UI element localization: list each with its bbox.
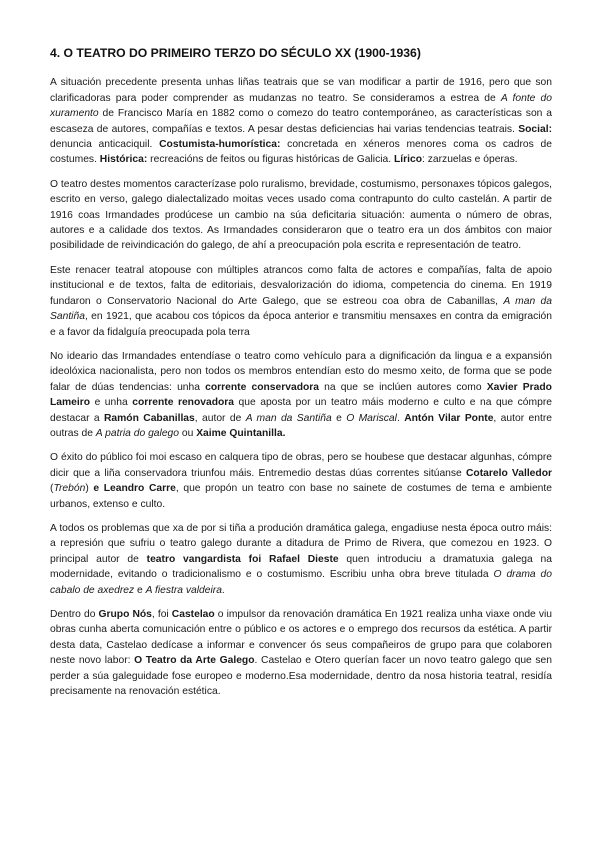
paragraph-3	[50, 263, 552, 340]
term: corrente renovadora	[132, 397, 235, 409]
document-page	[50, 46, 552, 708]
text: , autor de	[194, 412, 246, 424]
work-title: O drama do cabalo de axedrez	[50, 569, 552, 596]
text: : zarzuelas e óperas.	[422, 154, 518, 166]
work-title: O Mariscal	[346, 412, 397, 424]
text: na que se inclúen autores como	[319, 381, 487, 393]
term: Histórica:	[99, 154, 148, 166]
text: e unha	[90, 397, 133, 409]
author-name: Cotarelo Valledor	[465, 467, 552, 479]
author-name: Castelao	[171, 609, 215, 620]
author-name: teatro vangardista foi Rafael Dieste	[146, 553, 339, 565]
text: recreacións de feitos ou figuras históricas de Galicia.	[147, 154, 394, 166]
text: , foi	[151, 609, 172, 620]
text: e	[331, 412, 347, 424]
section-heading: 4. O TEATRO DO PRIMEIRO TERZO DO SÉCULO XX (1900-1936)	[50, 46, 421, 60]
text: , en 1921, que acabou cos tópicos da época anterior e transmitiu mensaxes en contra da emigración e a favor da fidalguía preocupada pola terra	[50, 311, 552, 338]
work-title: Trebón	[53, 483, 86, 495]
paragraph-4	[50, 349, 552, 441]
text: . Castelao e Otero querían facer un novo teatro galego que sen perder a súa galeguidade fose europeo e moderno.Esa modernidade, dentro da nosa historia teatral, residía precisamente na renovación estética.	[50, 655, 553, 698]
term: Social:	[518, 123, 552, 135]
work-title: A man da Santiña	[50, 295, 552, 323]
text: , que propón un teatro con base no sainete de costumes de tema e ambiente urbanos, extenso e culto.	[50, 483, 552, 510]
text: concretada en xéneros menores coma os cadros de costumes.	[50, 139, 552, 166]
paragraph-2: O teatro destes momentos caracterízase polo ruralismo, brevidade, costumismo, personaxes tópicos galegos, escrito en verso, galego dialectalizado moitas veces usado coma contrapunto do culto castelán. A partir de 1916 coas Irmandades prodúcese un cambio na súa deficitaria situación: aumenta o número de obras, autores e a calidade dos textos. As Irmandades consideraron que o teatro era un dos ámbitos con maior posibilidade de reivindicación do galego, de ahí a preocupación pola escrita e representación de teatro.	[50, 178, 552, 252]
paragraph-7	[50, 607, 552, 699]
work-title: A fiestra valdeira	[145, 584, 222, 596]
author-name: Xaime Quintanilla.	[196, 427, 286, 439]
text: denuncia anticaciquil.	[50, 139, 160, 151]
text: .	[396, 412, 405, 424]
text: ou	[179, 427, 197, 439]
text: .	[221, 584, 225, 596]
text: O éxito do público foi moi escaso en calquera tipo de obras, pero se houbese que destacar algunhas, cómpre dicir que a liña conservadora triunfou máis. Entremedio destas dúas correntes sitúanse	[50, 452, 552, 479]
text: )	[85, 483, 94, 495]
text: quen introduciu a dramatuxia galega na modernidade, evitando o tradicionalismo e o costumismo. Escribiu unha obra breve titulada	[50, 553, 552, 581]
text: No ideario das Irmandades entendíase o teatro como vehículo para a dignificación da lingua e a expansión ideolóxica nacionalista, pero non todos os membros entendían esto do mesmo xeito, de forma que se pode falar de dúas tendencias: unha	[50, 350, 552, 393]
text: , autor entre outras de	[50, 412, 552, 439]
work-title: A patria do galego	[95, 427, 179, 439]
term: Costumista-humorística:	[159, 139, 281, 151]
text: de Francisco María en 1882 como o comezo do teatro contemporáneo, as características son a escaseza de autores, compañías e textos. A pesar destas deficiencias hai varias tendencias teatrais.	[50, 108, 552, 135]
text: o impulsor da renovación dramática En 1921 realiza unha viaxe onde viu obras cunha aberta comunicación entre o público e os actores e o emprego dos recursos da estética. A partir desta data, Castelao dedícase a informar e convencer ós seus compañeiros de grupo para que colaboren neste novo labor:	[50, 609, 552, 667]
text: que aposta por un teatro máis moderno e culto e na que cómpre destacar a	[50, 397, 552, 424]
author-name: Antón Vilar Ponte	[404, 412, 494, 424]
text: Este renacer teatral atopouse con múltiples atrancos como falta de actores e compañías, falta de apoio institucional e de textos, falta de editoriais, desvalorización do idioma, competencia do cinema. En 1919 fundaron o Conservatorio Nacional do Arte Galego, que se estreou coa obra de Cabanillas,	[50, 264, 552, 307]
paragraph-1	[50, 75, 552, 167]
author-name: Ramón Cabanillas	[103, 412, 195, 424]
term: corrente conservadora	[205, 381, 320, 393]
term: Grupo Nós	[98, 609, 152, 620]
term: O Teatro da Arte Galego	[134, 655, 255, 667]
text: A situación precedente presenta unhas liñas teatrais que se van modificar a partir de 1916, pero que son clarificadoras para poder comprender as mudanzas no teatro. Se consideramos a estrea de	[50, 77, 552, 104]
paragraph-6	[50, 521, 552, 598]
text: e	[134, 584, 146, 596]
text: A todos os problemas que xa de por si tiña a produción dramática galega, engadiuse nesta época outro máis: a represión que sufriu o teatro galego durante a ditadura de Primo de Rivera, que comezou en 1923. O principal autor de	[50, 522, 552, 565]
text: (	[50, 483, 54, 495]
term: Lírico	[393, 154, 423, 166]
paragraph-5	[50, 450, 552, 512]
author-name: e Leandro Carre	[93, 483, 176, 495]
text: Dentro do	[50, 609, 99, 620]
work-title: A man da Santiña	[245, 412, 332, 424]
work-title: A fonte do xuramento	[50, 92, 552, 120]
author-name: Xavier Prado Lameiro	[50, 381, 552, 409]
